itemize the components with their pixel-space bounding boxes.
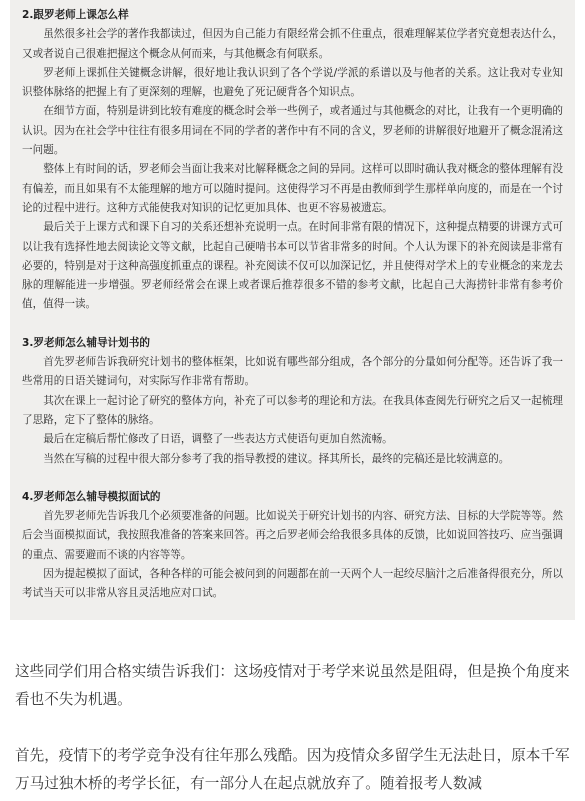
section-lesson-experience: [22, 6, 563, 315]
paragraph: 最后关于上课方式和课下自习的关系还想补充说明一点。在时间非常有限的情况下，这种提点精要的讲课方式可以让我有选择性地去阅读论文等文献，比起自己硬啃书本可以节省非常多的时间。个人认为课下的补充阅读是非常有必要的，特别是对于这种高强度抓重点的课程。补充阅读不仅可以加深记忆，并且使得对学术上的专业概念的来龙去脉的理解能进一步增强。罗老师经常会在课上或者课后推荐很多不错的参考文献，比起自己大海捞针非常有参考价值，值得一读。: [22, 221, 563, 311]
section-mock-interview: [22, 488, 563, 604]
paragraph: 罗老师上课抓住关键概念讲解，很好地让我认识到了各个学说/学派的系谱以及与他者的关系。这让我对专业知识整体脉络的把握上有了更深刻的理解，也避免了死记硬背各个知识点。: [22, 66, 563, 99]
section-heading: 3.罗老师怎么辅导计划书的: [22, 336, 150, 349]
paragraph: 当然在写稿的过程中很大部分参考了我的指导教授的建议。择其所长，最终的完稿还是比较满意的。: [43, 452, 510, 465]
article-paragraph: 首先，疫情下的考学竞争没有往年那么残酷。因为疫情众多留学生无法赴日，原本千军万马过独木桥的考学长征，有一部分人在起点就放弃了。随着报考人数减: [15, 747, 570, 792]
article-paragraph: 这些同学们用合格实绩告诉我们：这场疫情对于考学来说虽然是阻碍，但是换个角度来看也不失为机遇。: [15, 663, 570, 708]
paragraph: 首先罗老师告诉我研究计划书的整体框架，比如说有哪些部分组成，各个部分的分量如何分配等。还告诉了我一些常用的日语关键词句，对实际写作非常有帮助。: [22, 356, 563, 388]
paragraph: 虽然很多社会学的著作我都读过，但因为自己能力有限经常会抓不住重点，很难理解某位学者究竟想表达什么，又或者说自己很难把握这个概念从何而来，与其他概念有何联系。: [22, 28, 563, 60]
paragraph: 整体上有时间的话，罗老师会当面让我来对比解释概念之间的异同。这样可以即时确认我对概念的整体理解有没有偏差，而且如果有不太能理解的地方可以随时提问。这使得学习不再是由教师到学生那样单向度的，而是在一个讨论的过程中进行。这种方式能使我对知识的记忆更加具体、也更不容易被遗忘。: [22, 163, 563, 214]
section-spacer: [22, 469, 563, 488]
article-body: [15, 658, 573, 798]
section-spacer: [22, 315, 563, 334]
paragraph: 首先罗老师先告诉我几个必须要准备的问题。比如说关于研究计划书的内容、研究方法、目标的大学院等等。然后会当面模拟面试，我按照我准备的答案来回答。再之后罗老师会给我很多具体的反馈，比如说回答技巧、应当强调的重点、需要避而不谈的内容等等。: [22, 510, 563, 561]
paragraph: 因为提起模拟了面试，各种各样的可能会被问到的问题都在前一天两个人一起绞尽脑汁之后准备得很充分，所以考试当天可以非常从容且灵活地应对口试。: [22, 568, 563, 600]
paragraph: 最后在定稿后帮忙修改了日语，调整了一些表达方式使语句更加自然流畅。: [43, 433, 393, 446]
paragraph: 其次在课上一起讨论了研究的整体方向，补充了可以参考的理论和方法。在我具体查阅先行研究之后又一起梳理了思路，定下了整体的脉络。: [22, 394, 563, 426]
quoted-screenshot: [10, 0, 575, 620]
paragraph-spacer: [15, 714, 573, 742]
section-heading: 4.罗老师怎么辅导模拟面试的: [22, 490, 161, 503]
section-research-plan: [22, 334, 563, 469]
section-heading: 2.跟罗老师上课怎么样: [22, 9, 129, 21]
paragraph: 在细节方面，特别是讲到比较有难度的概念时会举一些例子，或者通过与其他概念的对比，让我有一个更明确的认识。因为在社会学中往往有很多用词在不同的学者的著作中有不同的含义，罗老师的讲解很好地避开了概念混淆这一问题。: [22, 105, 563, 157]
